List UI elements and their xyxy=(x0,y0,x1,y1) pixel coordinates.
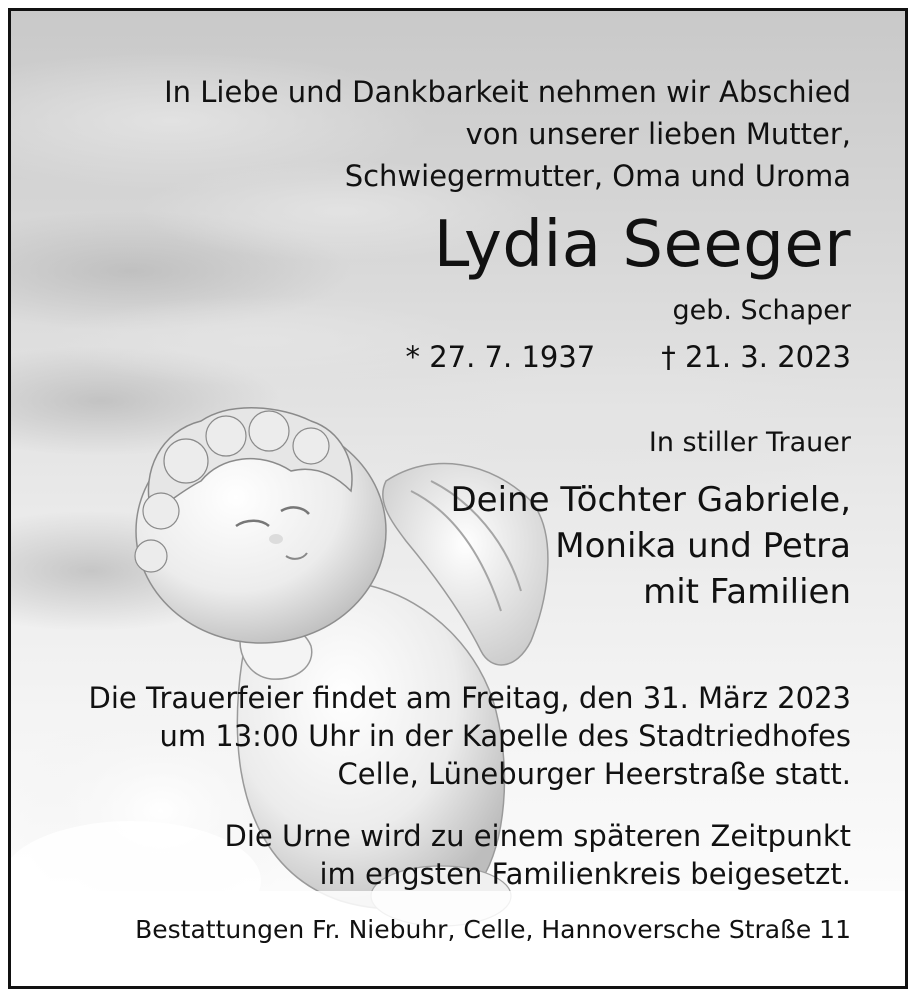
mourners xyxy=(451,477,852,615)
life-dates xyxy=(406,338,852,376)
service-line: Celle, Lüneburger Heerstraße statt. xyxy=(337,757,851,791)
mourner-line: Deine Töchter Gabriele, xyxy=(450,480,851,520)
mourning-label: In stiller Trauer xyxy=(648,427,851,458)
service-line: Die Trauerfeier findet am Freitag, den 31. März 2023 xyxy=(88,681,851,715)
intro-line: von unserer lieben Mutter, xyxy=(465,117,851,151)
urn-line: im engsten Familienkreis beigesetzt. xyxy=(319,857,851,891)
urn-line: Die Urne wird zu einem späteren Zeitpunkt xyxy=(224,819,851,853)
mourner-line: mit Familien xyxy=(643,572,851,612)
funeral-home: Bestattungen Fr. Niebuhr, Celle, Hannoversche Straße 11 xyxy=(135,915,851,944)
intro-line: In Liebe und Dankbarkeit nehmen wir Abschied xyxy=(164,75,851,109)
urn-burial-note xyxy=(225,817,851,893)
service-line: um 13:00 Uhr in der Kapelle des Stadtriedhofes xyxy=(159,719,851,753)
birth-name: geb. Schaper xyxy=(672,295,851,326)
service-details xyxy=(89,679,851,793)
deceased-name: Lydia Seeger xyxy=(433,208,851,282)
mourner-line: Monika und Petra xyxy=(555,526,851,566)
farewell-intro xyxy=(164,71,851,197)
intro-line: Schwiegermutter, Oma und Uroma xyxy=(344,159,851,193)
obituary-notice xyxy=(8,8,908,989)
death-date: † 21. 3. 2023 xyxy=(661,340,851,374)
birth-date: * 27. 7. 1937 xyxy=(405,340,596,374)
